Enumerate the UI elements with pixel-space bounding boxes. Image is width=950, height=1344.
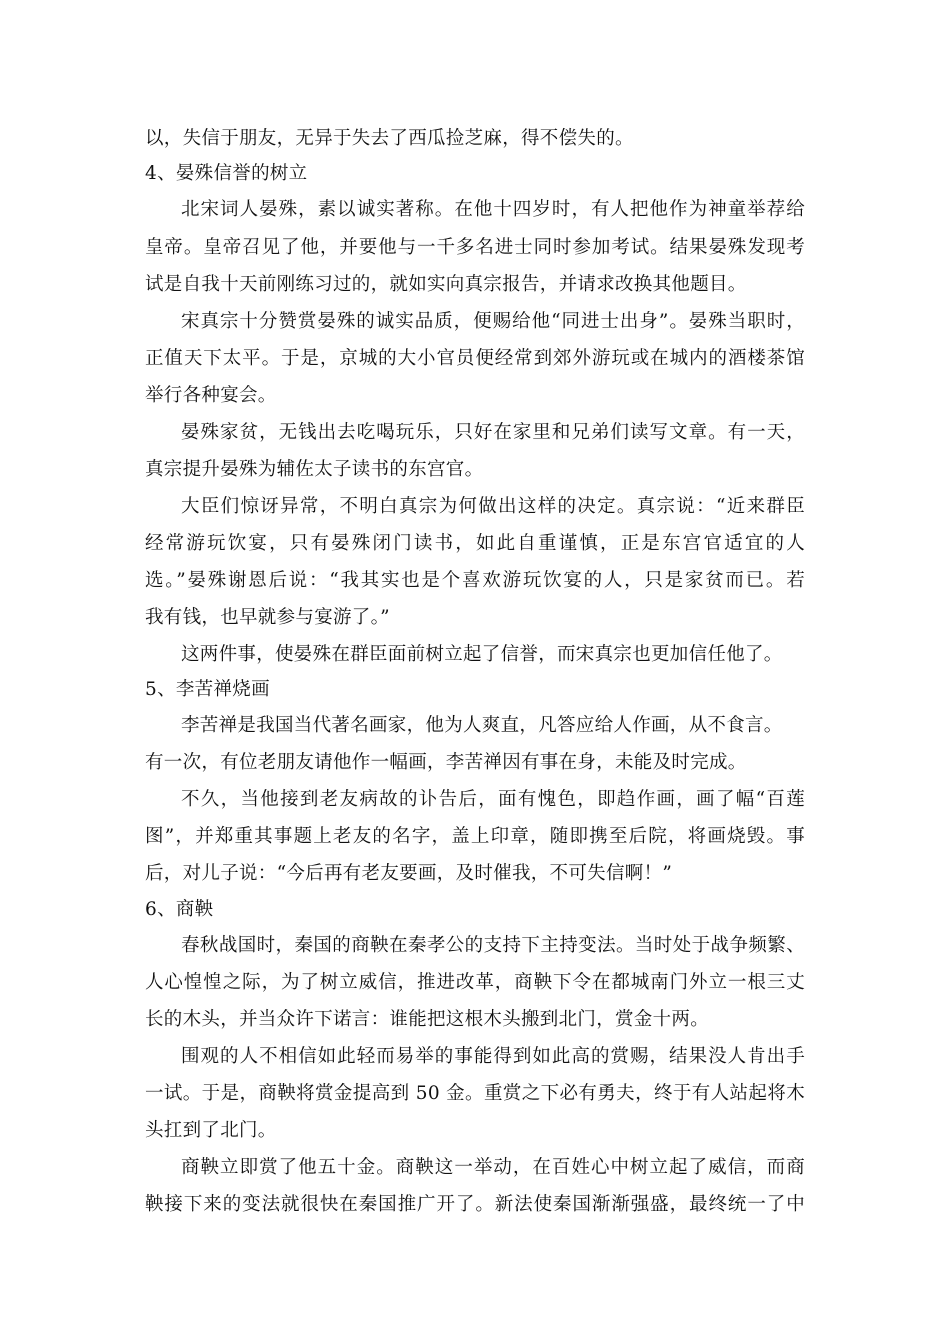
paragraph-line: 举行各种宴会。: [145, 385, 277, 406]
paragraph-line: 真宗提升晏殊为辅佐太子读书的东宫官。: [145, 459, 484, 480]
paragraph-line: 一试。于是，商鞅将赏金提高到 50 金。重赏之下必有勇夫，终于有人站起将木: [145, 1083, 805, 1104]
paragraph-line: 有一次，有位老朋友请他作一幅画，李苦禅因有事在身，未能及时完成。: [145, 752, 747, 773]
paragraph-line: 人心惶惶之际，为了树立威信，推进改革，商鞅下令在都城南门外立一根三丈: [145, 972, 805, 993]
paragraph-line: 图”，并郑重其事题上老友的名字，盖上印章，随即携至后院，将画烧毁。事: [145, 826, 805, 847]
paragraph-line: 北宋词人晏殊，素以诚实著称。在他十四岁时，有人把他作为神童举荐给: [181, 199, 805, 220]
section-heading: 6、商鞅: [145, 899, 214, 920]
paragraph-line: 试是自我十天前刚练习过的，就如实向真宗报告，并请求改换其他题目。: [145, 274, 747, 295]
section-heading: 4、晏殊信誉的树立: [145, 163, 308, 184]
paragraph-line: 宋真宗十分赞赏晏殊的诚实品质，便赐给他“同进士出身”。晏殊当职时，: [181, 311, 805, 332]
paragraph-line: 鞅接下来的变法就很快在秦国推广开了。新法使秦国渐渐强盛，最终统一了中: [145, 1194, 805, 1215]
paragraph-line: 围观的人不相信如此轻而易举的事能得到如此高的赏赐，结果没人肯出手: [181, 1046, 805, 1067]
paragraph-line: 选。”晏殊谢恩后说：“我其实也是个喜欢游玩饮宴的人，只是家贫而已。若: [145, 570, 805, 591]
paragraph-line: 大臣们惊讶异常，不明白真宗为何做出这样的决定。真宗说：“近来群臣: [181, 496, 805, 517]
paragraph-line: 这两件事，使晏殊在群臣面前树立起了信誉，而宋真宗也更加信任他了。: [181, 644, 783, 665]
paragraph-line: 春秋战国时，秦国的商鞅在秦孝公的支持下主持变法。当时处于战争频繁、: [181, 935, 805, 956]
paragraph-line: 晏殊家贫，无钱出去吃喝玩乐，只好在家里和兄弟们读写文章。有一天，: [181, 422, 805, 443]
paragraph-line: 头扛到了北门。: [145, 1120, 277, 1141]
paragraph-line: 长的木头，并当众许下诺言：谁能把这根木头搬到北门，赏金十两。: [145, 1009, 710, 1030]
paragraph-line: 不久，当他接到老友病故的讣告后，面有愧色，即趋作画，画了幅“百莲: [181, 789, 805, 810]
paragraph-line: 经常游玩饮宴，只有晏殊闭门读书，如此自重谨慎，正是东宫官适宜的人: [145, 533, 805, 554]
paragraph-line: 后，对儿子说：“今后再有老友要画，及时催我，不可失信啊！”: [145, 863, 673, 884]
paragraph-line: 商鞅立即赏了他五十金。商鞅这一举动，在百姓心中树立起了威信，而商: [181, 1157, 805, 1178]
section-heading: 5、李苦禅烧画: [145, 679, 270, 700]
paragraph-line: 李苦禅是我国当代著名画家，他为人爽直，凡答应给人作画，从不食言。: [181, 715, 783, 736]
paragraph-line: 我有钱，也早就参与宴游了。”: [145, 607, 390, 628]
paragraph-line: 皇帝。皇帝召见了他，并要他与一千多名进士同时参加考试。结果晏殊发现考: [145, 237, 805, 258]
paragraph-line: 正值天下太平。于是，京城的大小官员便经常到郊外游玩或在城内的酒楼茶馆: [145, 348, 805, 369]
text-line: 以，失信于朋友，无异于失去了西瓜捡芝麻，得不偿失的。: [145, 128, 634, 149]
